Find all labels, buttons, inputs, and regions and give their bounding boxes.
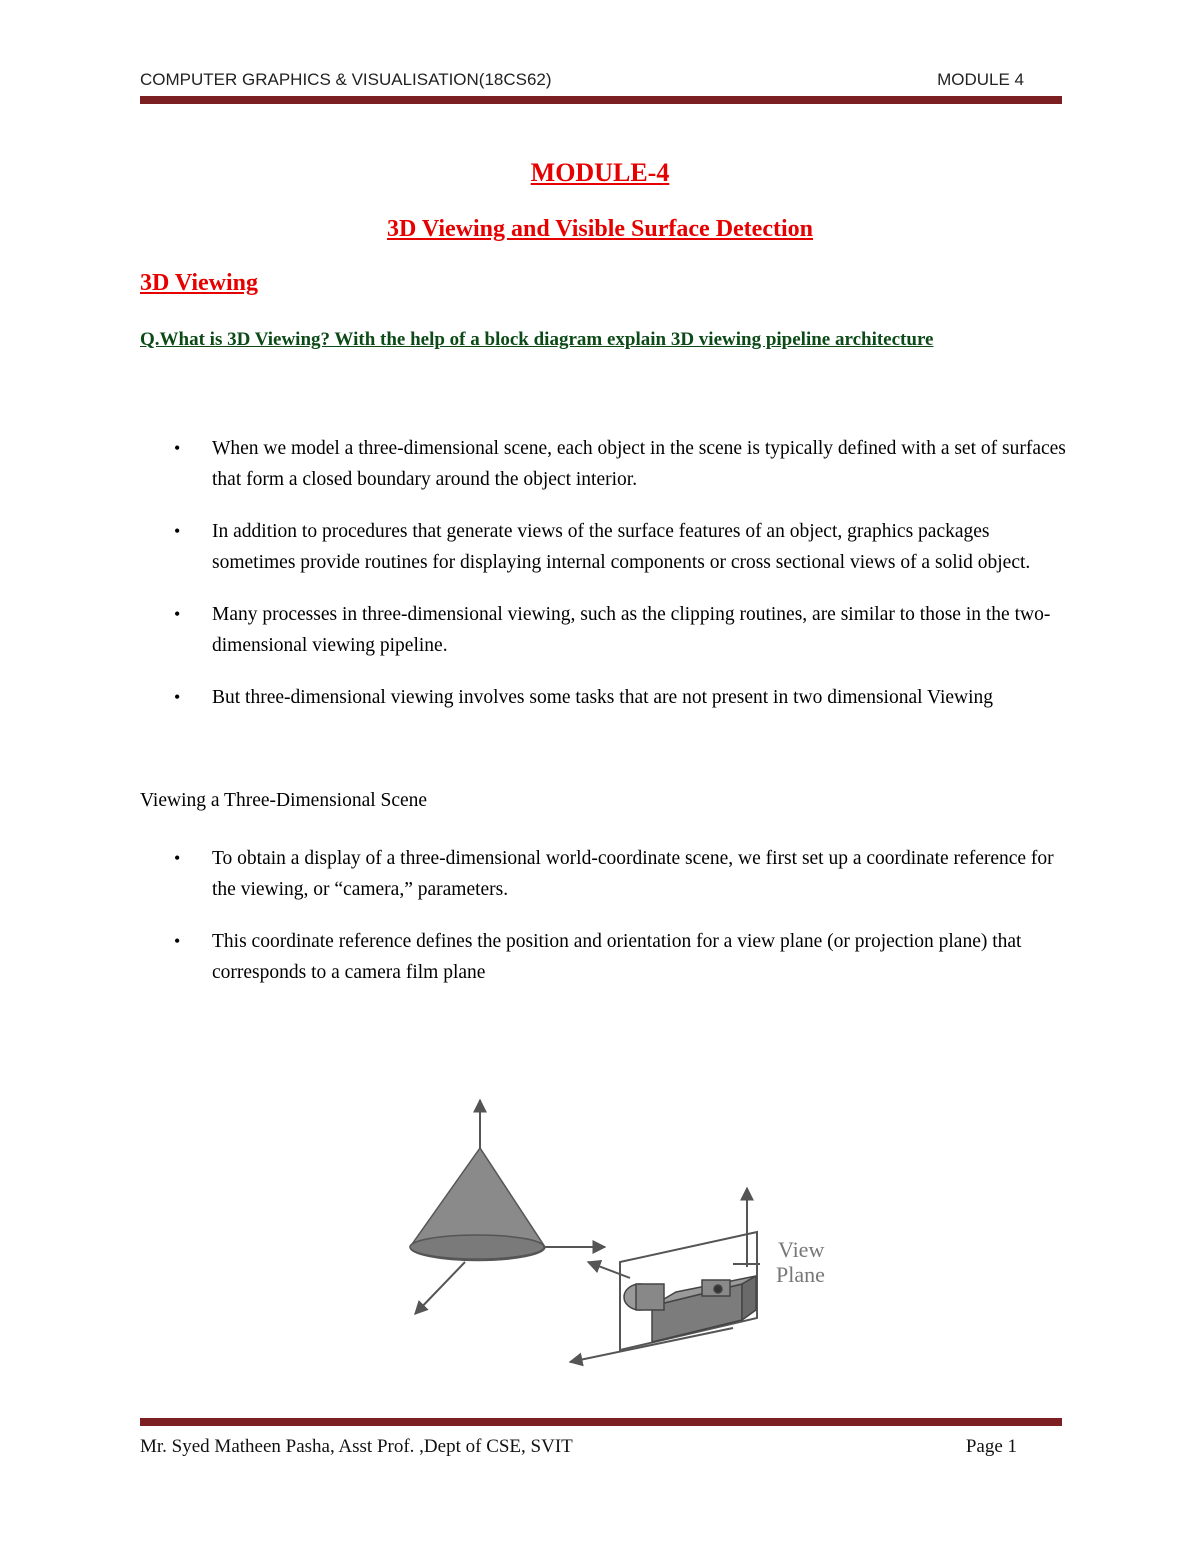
- cone-icon: [410, 1148, 545, 1260]
- view-plane-label-line2: Plane: [776, 1262, 825, 1287]
- view-plane-figure: [400, 1092, 870, 1372]
- bullet-icon: •: [174, 687, 181, 707]
- list-item: • In addition to procedures that generate views of the surface features of an object, graphics packages sometimes provide routines for displaying internal components or cross sectional views of a solid object.: [170, 516, 1070, 578]
- header-rule: [140, 96, 1062, 104]
- header-module: MODULE 4: [937, 70, 1024, 89]
- page-subtitle: 3D Viewing and Visible Surface Detection: [387, 216, 813, 242]
- bullet-list-intro: [170, 433, 1070, 734]
- footer-rule: [140, 1418, 1062, 1426]
- section-heading: 3D Viewing: [140, 270, 259, 296]
- bullet-icon: •: [174, 848, 181, 868]
- list-item: • This coordinate reference defines the position and orientation for a view plane (or projection plane) that corresponds to a camera film plane: [170, 926, 1070, 988]
- question-heading: Q.What is 3D Viewing? With the help of a block diagram explain 3D viewing pipeline architecture: [140, 329, 934, 350]
- bullet-icon: •: [174, 604, 181, 624]
- list-item: • When we model a three-dimensional scene, each object in the scene is typically defined with a set of surfaces that form a closed boundary around the object interior.: [170, 433, 1070, 495]
- page-footer: [140, 1436, 1062, 1458]
- bullet-icon: •: [174, 438, 181, 458]
- list-item: • Many processes in three-dimensional viewing, such as the clipping routines, are similar to those in the two-dimensional viewing pipeline.: [170, 599, 1070, 661]
- page-number: Page 1: [965, 1436, 1017, 1457]
- footer-author: Mr. Syed Matheen Pasha, Asst Prof. ,Dept of CSE, SVIT: [140, 1436, 573, 1457]
- subsection-paragraph: Viewing a Three-Dimensional Scene: [140, 790, 428, 811]
- page-header: [140, 70, 1062, 92]
- camera-icon: [624, 1276, 756, 1342]
- bullet-icon: •: [174, 931, 181, 951]
- bullet-list-scene: [170, 843, 1070, 1009]
- page-title: MODULE-4: [530, 158, 670, 187]
- list-item: • To obtain a display of a three-dimensional world-coordinate scene, we first set up a coordinate reference for the viewing, or “camera,” parameters.: [170, 843, 1070, 905]
- view-plane-label-line1: View: [778, 1237, 825, 1262]
- header-course-title: COMPUTER GRAPHICS & VISUALISATION(18CS62): [140, 70, 552, 89]
- list-item: • But three-dimensional viewing involves some tasks that are not present in two dimensional Viewing: [170, 682, 1070, 713]
- bullet-icon: •: [174, 521, 181, 541]
